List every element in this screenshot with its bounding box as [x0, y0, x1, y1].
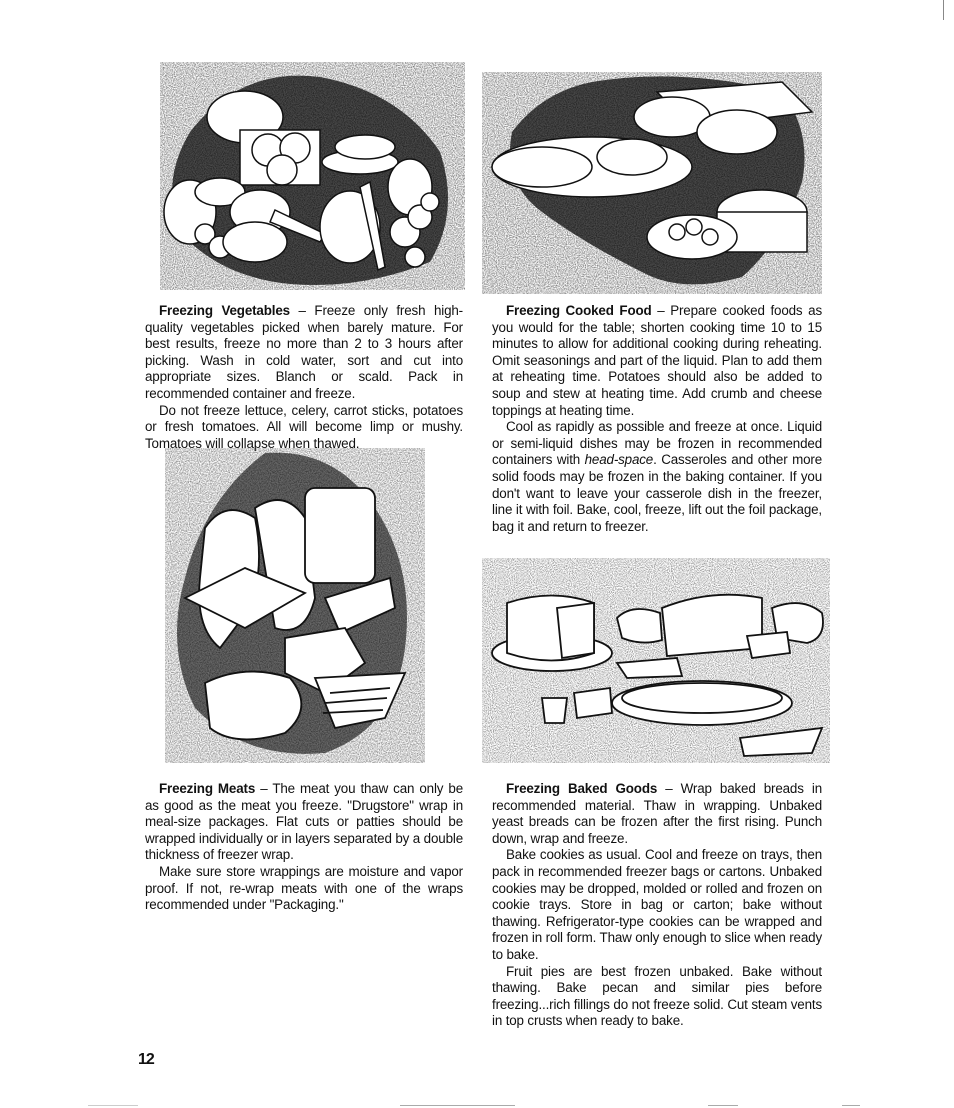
- footer-rule: [400, 1105, 515, 1106]
- vegetables-illustration: [160, 62, 465, 290]
- cooked-food-illustration: [482, 72, 822, 294]
- paragraph: Freeze only fresh high-quality vegetables picked when barely mature. For best results, freeze no more than 2 to 3 hours after picking. Wash in cold water, sort and cut into appropriate sizes. Blanch or scald. Pack in recommended container and freeze.: [145, 303, 463, 401]
- scan-edge-mark: [943, 0, 944, 20]
- paragraph: Make sure store wrappings are moisture and vapor proof. If not, re-wrap meats with one of the wraps recommended under "Packaging.": [145, 863, 463, 913]
- section-heading: Freezing Meats: [159, 781, 256, 796]
- section-heading: Freezing Baked Goods: [506, 781, 658, 796]
- baked-goods-section: Freezing Baked Goods – Wrap baked breads in recommended material. Thaw in wrapping. Unbaked yeast breads can be frozen after the first rising. Punch down, wrap and freeze. Bake cookies as usual. Cool and freeze on trays, then pack in recommended freezer bags or cartons. Unbaked cookies may be dropped, molded or rolled and frozen on cookie trays. Store in bag or carton; bake without thawing. Refrigerator-type cookies can be wrapped and frozen in roll form. Thaw only enough to slice when ready to bake. Fruit pies are best frozen unbaked. Bake without thawing. Bake pecan and similar pies before freezing...rich fillings do not freeze solid. Cut steam vents in top crusts when ready to bake.: [492, 781, 822, 1029]
- paragraph: The meat you thaw can only be as good as the meat you freeze. "Drugstore" wrap in meal-size packages. Flat cuts or patties should be wrapped individually or in layers separated by a double thickness of freezer wrap.: [145, 781, 464, 863]
- baked-goods-illustration: [482, 558, 830, 763]
- cooked-food-section: Freezing Cooked Food – Prepare cooked foods as you would for the table; shorten cooking time 10 to 15 minutes to allow for additional cooking during reheating. Omit seasonings and part of the liquid. Plan to add them at reheating time. Potatoes should also be added to soup and stew at heating time. Add crumb and cheese toppings at heating time. Cool as rapidly as possible and freeze at once. Liquid or semi-liquid dishes may be frozen in recommended containers with head-space. Casseroles and other more solid foods may be frozen in the baking container. If you don't want to leave your casserole dish in the freezer, line it with foil. Bake, cool, freeze, lift out the foil package, bag it and return to freezer.: [492, 303, 822, 534]
- footer-rule: [708, 1105, 738, 1106]
- paragraph: Cool as rapidly as possible and freeze at once. Liquid or semi-liquid dishes may be frozen in recommended containers with head-space. Casseroles and other more solid foods may be frozen in the baking container. If you don't want to leave your casserole dish in the freezer, line it with foil. Bake, cool, freeze, lift out the foil package, bag it and return to freezer.: [492, 419, 822, 534]
- footer-rule: [88, 1105, 138, 1106]
- footer-rule: [842, 1105, 860, 1106]
- paragraph: Bake cookies as usual. Cool and freeze on trays, then pack in recommended freezer bags or cartons. Unbaked cookies may be dropped, molded or rolled and frozen on cookie trays. Store in bag or carton; bake without thawing. Refrigerator-type cookies can be wrapped and frozen in roll form. Thaw only enough to slice when ready to bake.: [492, 847, 822, 962]
- paragraph: Fruit pies are best frozen unbaked. Bake without thawing. Bake pecan and similar pies before freezing...rich fillings do not freeze solid. Cut steam vents in top crusts when ready to bake.: [492, 963, 822, 1029]
- paragraph: Prepare cooked foods as you would for the table; shorten cooking time 10 to 15 minutes to allow for additional cooking during reheating. Omit seasonings and part of the liquid. Plan to add them at reheating time. Potatoes should also be added to soup and stew at heating time. Add crumb and cheese toppings at heating time.: [492, 303, 822, 418]
- meats-illustration: [165, 448, 425, 763]
- paragraph: Wrap baked breads in recommended material. Thaw in wrapping. Unbaked yeast breads can be frozen after the first rising. Punch down, wrap and freeze.: [492, 781, 822, 846]
- vegetables-section: Freezing Vegetables – Freeze only fresh high-quality vegetables picked when barely mature. For best results, freeze no more than 2 to 3 hours after picking. Wash in cold water, sort and cut into appropriate sizes. Blanch or scald. Pack in recommended container and freeze. Do not freeze lettuce, celery, carrot sticks, potatoes or fresh tomatoes. All will become limp or mushy. Tomatoes will collapse when thawed.: [145, 303, 463, 451]
- paragraph: Do not freeze lettuce, celery, carrot sticks, potatoes or fresh tomatoes. All will become limp or mushy. Tomatoes will collapse when thawed.: [145, 402, 463, 451]
- meats-section: Freezing Meats – The meat you thaw can only be as good as the meat you freeze. "Drugstore" wrap in meal-size packages. Flat cuts or patties should be wrapped individually or in layers separated by a double thickness of freezer wrap. Make sure store wrappings are moisture and vapor proof. If not, re-wrap meats with one of the wraps recommended under "Packaging.": [145, 781, 464, 913]
- section-heading: Freezing Vegetables: [159, 303, 290, 318]
- section-heading: Freezing Cooked Food: [506, 303, 652, 318]
- page-number: 12: [138, 1051, 154, 1068]
